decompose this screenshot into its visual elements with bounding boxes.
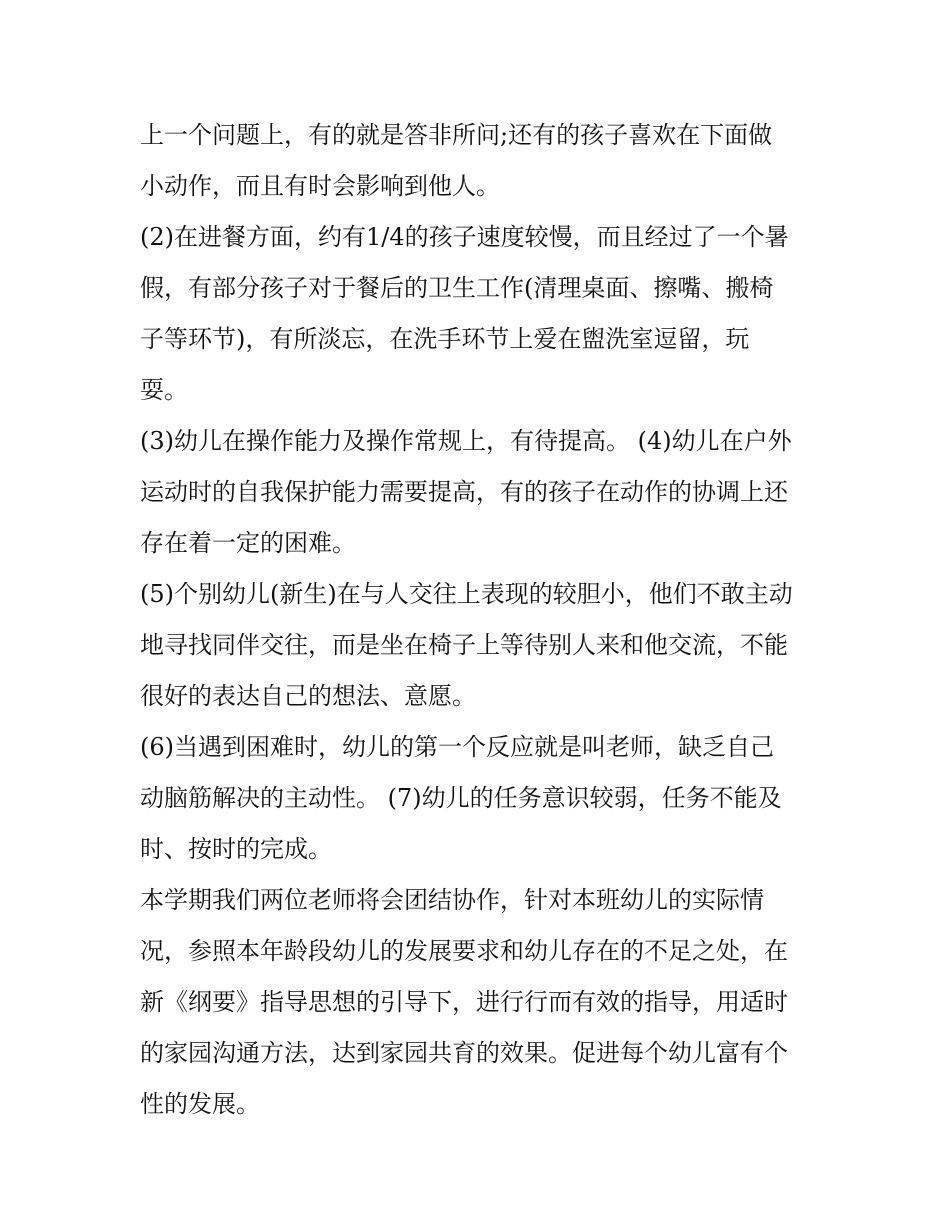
- text-line: 的家园沟通方法，达到家园共育的效果。促进每个幼儿富有个: [140, 1039, 788, 1067]
- text-line: 时、按时的完成。: [140, 835, 332, 863]
- text-line: 假，有部分孩子对于餐后的卫生工作(清理桌面、擦嘴、搬椅: [140, 274, 774, 302]
- text-line: 上一个问题上，有的就是答非所问;还有的孩子喜欢在下面做: [140, 121, 773, 149]
- text-line: (3)幼儿在操作能力及操作常规上，有待提高。 (4)幼儿在户外: [140, 427, 792, 455]
- text-line: 小动作，而且有时会影响到他人。: [140, 172, 500, 200]
- text-line: (5)个别幼儿(新生)在与人交往上表现的较胆小，他们不敢主动: [140, 580, 793, 608]
- text-line: 运动时的自我保护能力需要提高，有的孩子在动作的协调上还: [140, 478, 788, 506]
- text-line: 地寻找同伴交往，而是坐在椅子上等待别人来和他交流，不能: [140, 631, 788, 659]
- text-line: 耍。: [140, 376, 188, 404]
- text-line: 新《纲要》指导思想的引导下，进行行而有效的指导，用适时: [140, 988, 788, 1016]
- text-line: 很好的表达自己的想法、意愿。: [140, 682, 476, 710]
- text-line: 本学期我们两位老师将会团结协作，针对本班幼儿的实际情: [140, 886, 764, 914]
- text-line: 动脑筋解决的主动性。 (7)幼儿的任务意识较弱，任务不能及: [140, 784, 782, 812]
- text-line: (2)在进餐方面，约有1/4的孩子速度较慢，而且经过了一个暑: [140, 223, 789, 251]
- text-line: 性的发展。: [140, 1090, 260, 1118]
- document-page: [140, 110, 820, 1130]
- text-line: (6)当遇到困难时，幼儿的第一个反应就是叫老师，缺乏自己: [140, 733, 774, 761]
- text-line: 存在着一定的困难。: [140, 529, 356, 557]
- text-line: 子等环节)，有所淡忘，在洗手环节上爱在盥洗室逗留，玩: [140, 325, 750, 353]
- text-line: 况，参照本年龄段幼儿的发展要求和幼儿存在的不足之处，在: [140, 937, 788, 965]
